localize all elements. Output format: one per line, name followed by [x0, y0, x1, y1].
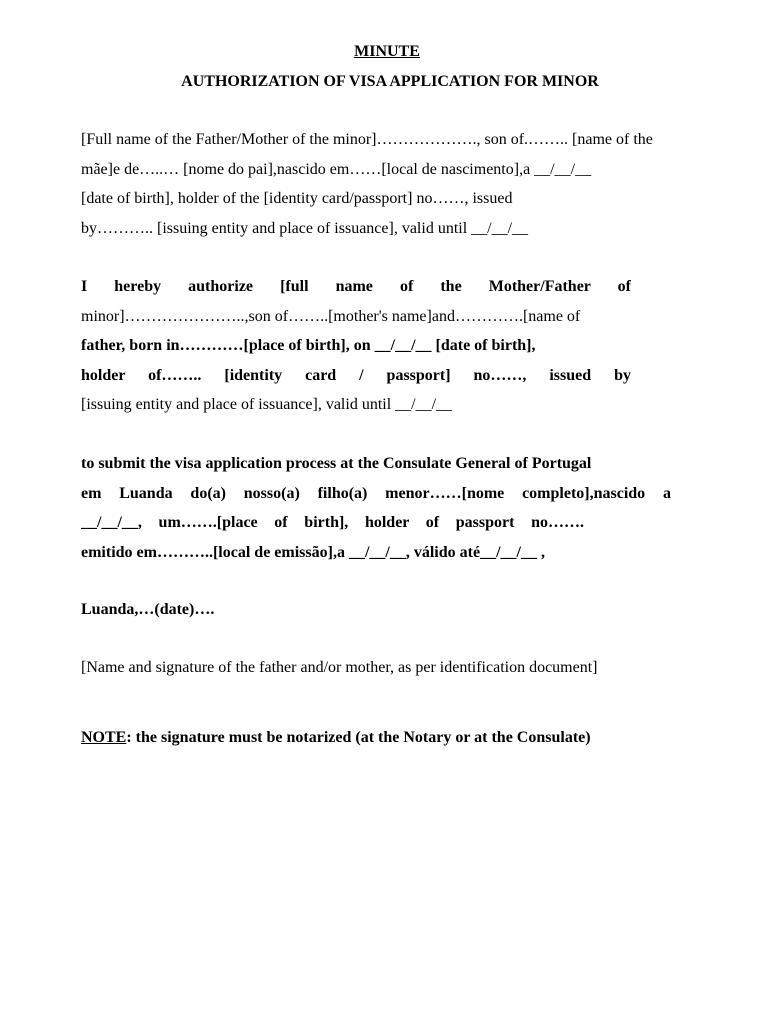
paragraph-line: [date of birth], holder of the [identity card/passport] no……, issued: [81, 190, 513, 207]
place-date-line: Luanda,…(date)….: [81, 601, 215, 618]
paragraph-line: father, born in…………[place of birth], on __/__/__ [date of birth],: [81, 337, 536, 354]
paragraph-line: holder of…….. [identity card / passport] no……, issued by: [81, 366, 631, 384]
visa-application-paragraph: [81, 449, 671, 567]
note: [81, 723, 591, 753]
signature-instruction: [81, 653, 598, 683]
paragraph-line: minor]…………………..,son of……..[mother's name]and………….[name of: [81, 307, 581, 325]
note-label: NOTE: [81, 729, 127, 746]
paragraph-line: I hereby authorize [full name of the Mother/Father of: [81, 278, 631, 295]
document-title: MINUTE: [354, 43, 420, 60]
signature-line: [Name and signature of the father and/or mother, as per identification document]: [81, 659, 598, 676]
place-date: [81, 595, 214, 625]
paragraph-line: to submit the visa application process at the Consulate General of Portugal: [81, 455, 592, 472]
paragraph-line: by……….. [issuing entity and place of issuance], valid until __/__/__: [81, 219, 529, 237]
note-text: the signature must be notarized (at the Notary or at the Consulate): [131, 729, 591, 746]
paragraph-line: [Full name of the Father/Mother of the minor]………………., son of.…….. [name of the: [81, 131, 653, 148]
authorization-paragraph: [81, 272, 631, 420]
paragraph-line: mãe]e de…..… [nome do pai],nascido em……[local de nascimento],a __/__/__: [81, 160, 592, 178]
paragraph-line: __/__/__, um…….[place of birth], holder of passport no…….: [81, 514, 584, 531]
paragraph-line: emitido em………..[local de emissão],a __/__/__, válido até__/__/__ ,: [81, 543, 545, 561]
note-line: [81, 723, 591, 753]
paragraph-line: em Luanda do(a) nosso(a) filho(a) menor……[nome completo],nascido a: [81, 484, 671, 502]
paragraph-line: [issuing entity and place of issuance], valid until __/__/__: [81, 396, 453, 413]
document-subtitle: AUTHORIZATION OF VISA APPLICATION FOR MINOR: [181, 73, 599, 90]
note-colon: :: [126, 729, 132, 746]
parent-identification-paragraph: [81, 125, 721, 243]
